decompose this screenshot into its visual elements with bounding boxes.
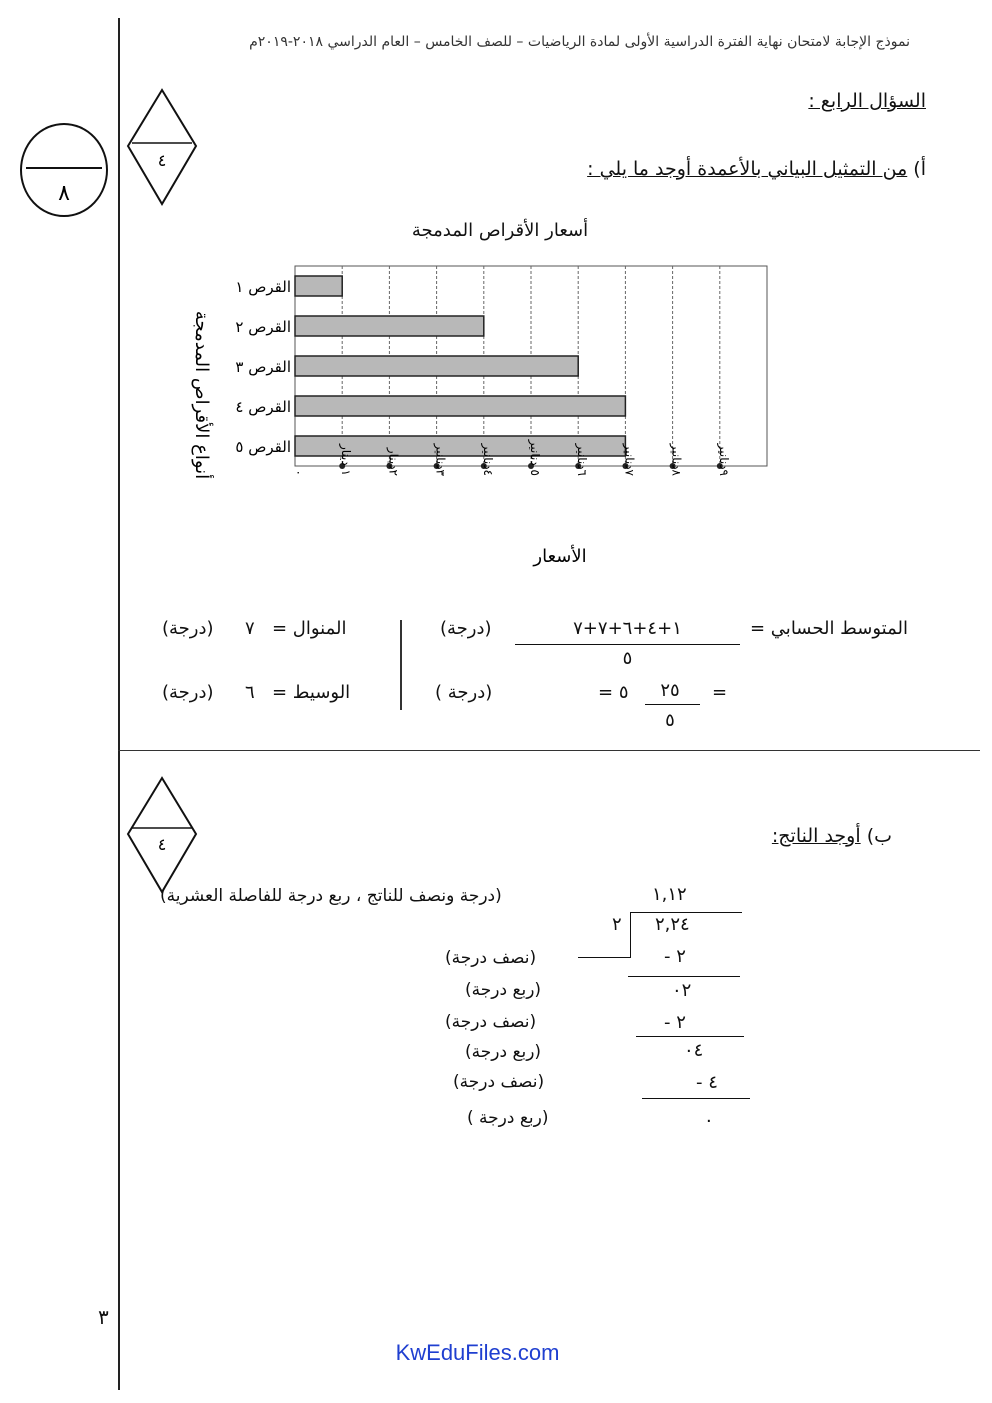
division-top-bar (630, 912, 742, 913)
division-step-2: ٠٢ (672, 980, 692, 1001)
mean-label: المتوسط الحسابي = (750, 618, 908, 639)
part-a-text: من التمثيل البياني بالأعمدة أوجد ما يلي : (587, 158, 908, 180)
page-number: ٣ (98, 1305, 109, 1329)
median-value: ٦ (245, 682, 255, 703)
score-value: ٨ (58, 181, 70, 206)
part-a-letter: أ) (913, 158, 926, 180)
margin-line (118, 18, 120, 1390)
part-b-text: أوجد الناتج: (771, 825, 861, 847)
chart-x-axis-label: الأسعار (533, 546, 587, 567)
chart-tick-label: ٧دنانير (622, 443, 637, 476)
division-step-4: ٠٤ (684, 1040, 704, 1061)
section-divider (118, 750, 980, 751)
bar-chart (170, 250, 790, 580)
chart-tick-label: ١ دينار (339, 443, 354, 476)
mode-grade: (درجة) (162, 618, 214, 639)
chart-y-axis-label: أنواع الأقراص المدمجة (191, 310, 212, 480)
chart-bar (295, 276, 342, 296)
chart-category-label: القرص ٤ (235, 398, 291, 416)
part-b-heading (772, 825, 892, 847)
median-label: الوسيط = (272, 682, 351, 703)
division-bracket (630, 912, 631, 958)
diamond-mark-bottom (126, 776, 198, 896)
chart-tick-label: ٢دينار (386, 447, 401, 476)
division-bracket-foot (578, 957, 631, 958)
mean-result: = ٥ (598, 682, 629, 703)
division-step-3: - ٢ (664, 1012, 686, 1033)
division-note-2: (نصف درجة) (445, 948, 537, 968)
mean-sum: ٢٥ (660, 680, 680, 701)
division-note-7: (ربع درجة ) (467, 1108, 549, 1128)
chart-tick-label: ٣دنانير (433, 443, 448, 476)
score-circle (18, 120, 110, 220)
chart-tick-label: ٨دنانير (669, 443, 684, 476)
chart-tick-label: ٠ (292, 469, 306, 476)
chart-tick-label: ٥ دنانير (528, 439, 542, 476)
mean-fraction-bar (515, 644, 740, 645)
division-step-6: ٠ (704, 1110, 714, 1131)
division-note-5: (ربع درجة) (465, 1042, 542, 1062)
watermark-link[interactable]: KwEduFiles.com (395, 1340, 560, 1365)
division-note-3: (ربع درجة) (465, 980, 542, 1000)
diamond-bottom-value: ٤ (157, 835, 167, 854)
question-title: السؤال الرابع : (808, 90, 926, 112)
chart-category-label: القرص ٣ (235, 358, 291, 376)
division-line-2 (636, 1036, 744, 1037)
mean-count: ٥ (665, 710, 675, 731)
part-a-heading (587, 158, 926, 180)
chart-bar (295, 356, 578, 376)
division-note-1: (درجة ونصف للناتج ، ربع درجة للفاصلة العشرية) (160, 886, 502, 906)
diamond-top-value: ٤ (157, 151, 167, 170)
stats-divider (400, 620, 402, 710)
division-dividend: ٢,٢٤ (655, 914, 690, 935)
mean-equals: = (712, 682, 728, 703)
mean-fraction-bar-2 (645, 704, 700, 705)
diamond-mark-top (126, 88, 198, 208)
division-line-1 (628, 976, 740, 977)
step-1-digit: - ٢ (664, 946, 686, 967)
division-note-6: (نصف درجة) (453, 1072, 545, 1092)
division-note-4: (نصف درجة) (445, 1012, 537, 1032)
chart-title: أسعار الأقراص المدمجة (411, 220, 589, 241)
mean-grade-2: (درجة ) (435, 682, 493, 703)
division-quotient: ١,١٢ (652, 884, 687, 905)
mode-value: ٧ (245, 618, 255, 639)
mean-grade: (درجة) (440, 618, 492, 639)
median-grade: (درجة) (162, 682, 214, 703)
chart-category-label: القرص ١ (235, 278, 291, 296)
division-line-3 (642, 1098, 750, 1099)
division-step-5: - ٤ (696, 1072, 718, 1093)
chart-category-label: القرص ٥ (235, 438, 291, 456)
chart-bar (295, 316, 484, 336)
chart-tick-label: ٦دنانير (575, 443, 590, 476)
mean-denominator: ٥ (622, 648, 633, 669)
division-divisor: ٢ (612, 914, 622, 935)
part-b-letter: ب) (866, 825, 892, 847)
mean-numerator: ١+٤+٦+٧+٧ (573, 618, 682, 639)
page-header: نموذج الإجابة لامتحان نهاية الفترة الدراسية الأولى لمادة الرياضيات – للصف الخامس – العام الدراسي ٢٠١٨-٢٠١٩م (249, 34, 910, 50)
chart-bar (295, 396, 625, 416)
mode-label: المنوال = (272, 618, 347, 639)
chart-category-label: القرص ٢ (235, 318, 291, 336)
chart-tick-label: ٩دنانير (716, 443, 731, 476)
chart-tick-label: ٤دنانير (480, 443, 495, 476)
